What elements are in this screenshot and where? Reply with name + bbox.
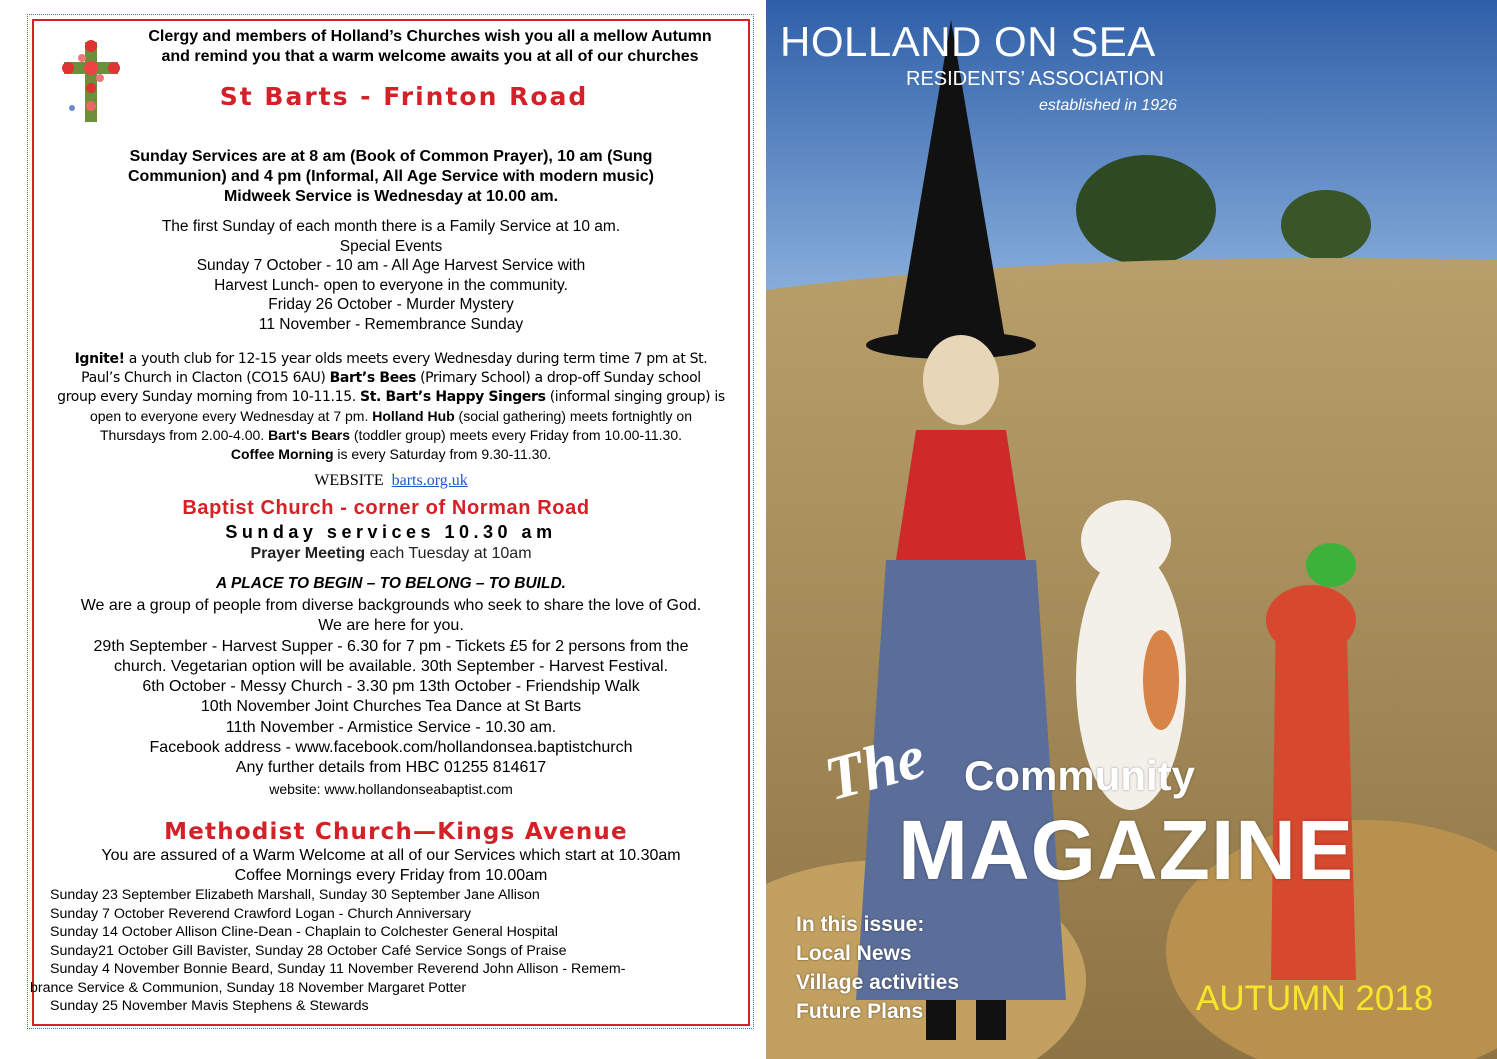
tree [1076,155,1216,265]
cover-magazine: MAGAZINE [898,803,1354,897]
bees-label: Bart’s Bees [329,370,416,386]
tree [1281,190,1371,260]
st-barts-title: St Barts - Frinton Road [219,82,589,111]
group-line: group every Sunday morning from 10-11.15. St. Bart’s Happy Singers (informal singing group) is [57,389,725,405]
methodist-intro-line: You are assured of a Warm Welcome at all of our Services which start at 10.30am [101,847,681,864]
cover-the: The [817,722,932,815]
baptist-line: Facebook address - www.facebook.com/hollandonsea.baptistchurch [149,739,633,757]
barts-website-link[interactable]: barts.org.uk [391,472,468,489]
methodist-intro [36,846,746,886]
group-line: open to everyone every Wednesday at 7 pm. Holland Hub (social gathering) meets fortnightly on [89,408,693,424]
cover-subtitle: RESIDENTS’ ASSOCIATION [906,68,1164,90]
baptist-line: Any further details from HBC 01255 814617 [235,759,547,777]
cover-established: established in 1926 [1039,97,1177,114]
group-line: Coffee Morning is every Saturday from 9.30-11.30. [230,446,552,462]
group-line: Paul’s Church in Clacton (CO15 6AU) Bart’s Bees (Primary School) a drop-off Sunday school [81,370,701,386]
baptist-line: 6th October - Messy Church - 3.30 pm 13th October - Friendship Walk [142,678,640,696]
schedule-row: Sunday 23 September Elizabeth Marshall, Sunday 30 September Jane Allison [50,887,540,903]
event-line: Friday 26 October - Murder Mystery [268,296,514,313]
website-label: WEBSITE [314,472,384,489]
singers-label: St. Bart’s Happy Singers [359,389,546,405]
sunday-line: Midweek Service is Wednesday at 10.00 am. [223,188,559,205]
magazine-cover [766,0,1497,1059]
st-barts-sunday-services [36,147,746,207]
bird-figure [1306,543,1356,587]
schedule-row: Sunday 7 October Reverend Crawford Logan - Church Anniversary [50,905,472,922]
baptist-line: 11th November - Armistice Service - 10.30 am. [225,718,557,736]
baptist-website: website: www.hollandonseabaptist.com [269,780,513,797]
baptist-details [36,596,746,799]
event-line: 11 November - Remembrance Sunday [258,315,524,333]
group-line: Ignite! a youth club for 12-15 year olds meets every Wednesday during term time 7 pm at St. [74,351,708,367]
cover-photo [766,0,1497,1059]
baptist-line: church. Vegetarian option will be available. 30th September - Harvest Festival. [113,657,669,675]
issue-item: Future Plans [796,1000,924,1023]
sunday-line: Sunday Services are at 8 am (Book of Common Prayer), 10 am (Sung [129,148,653,165]
baptist-prayer-meeting: Prayer Meeting each Tuesday at 10am [250,545,532,562]
st-barts-events [36,217,746,334]
baptist-services: Sunday services 10.30 am [225,522,557,542]
cover-community: Community [964,752,1195,799]
coffee-label: Coffee Morning [230,446,334,462]
intro-greeting: Clergy and members of Holland’s Churches wish you all a mellow Autumn and remind you that a warm welcome awaits you at all of our churches [148,28,712,65]
floral-cross-icon [56,36,126,126]
baptist-line: We are a group of people from diverse backgrounds who seek to share the love of God. [80,597,702,614]
issue-item: Village activities [796,971,960,994]
witch-face [923,335,999,425]
cover-season: AUTUMN 2018 [1196,979,1434,1018]
st-barts-groups [36,350,746,464]
cover-title: HOLLAND ON SEA [780,18,1156,65]
issue-heading: In this issue: [796,913,925,936]
cover-issue-list [796,910,959,1026]
schedule-row: Sunday 4 November Bonnie Beard, Sunday 11 November Reverend John Allison - Remem- [50,961,626,977]
sunday-line: Communion) and 4 pm (Informal, All Age Service with modern music) [128,168,654,185]
hub-label: Holland Hub [372,408,455,424]
event-line: The first Sunday of each month there is a Family Service at 10 am. [161,218,621,235]
ignite-label: Ignite! [74,351,125,367]
issue-item: Local News [796,942,912,965]
witch-jumper [896,430,1026,560]
bears-label: Bart's Bears [268,427,350,443]
baptist-line: 29th September - Harvest Supper - 6.30 for 7 pm - Tickets £5 for 2 persons from the [93,637,689,655]
event-line: Harvest Lunch- open to everyone in the community. [214,276,568,294]
event-line: Special Events [339,237,443,255]
schedule-row: Sunday 14 October Allison Cline-Dean - Chaplain to Colchester General Hospital [50,924,558,940]
st-barts-website [36,472,746,490]
baptist-motto: A PLACE TO BEGIN – TO BELONG – TO BUILD. [216,575,566,592]
baptist-line: We are here for you. [318,617,464,635]
event-line: Sunday 7 October - 10 am - All Age Harvest Service with [196,257,586,274]
schedule-row: brance Service & Communion, Sunday 18 November Margaret Potter [30,979,467,996]
methodist-intro-line: Coffee Mornings every Friday from 10.00am [234,867,548,884]
group-line: Thursdays from 2.00-4.00. Bart's Bears (toddler group) meets every Friday from 10.00-11.30. [99,427,683,443]
methodist-title: Methodist Church—Kings Avenue [164,819,628,845]
baptist-line: 10th November Joint Churches Tea Dance at St Barts [200,698,582,716]
schedule-row: Sunday21 October Gill Bavister, Sunday 28 October Café Service Songs of Praise [50,942,567,959]
baptist-title: Baptist Church - corner of Norman Road [182,497,590,519]
methodist-schedule [30,886,740,1016]
schedule-row: Sunday 25 November Mavis Stephens & Stewards [50,998,369,1014]
cat-figure [1271,600,1356,980]
